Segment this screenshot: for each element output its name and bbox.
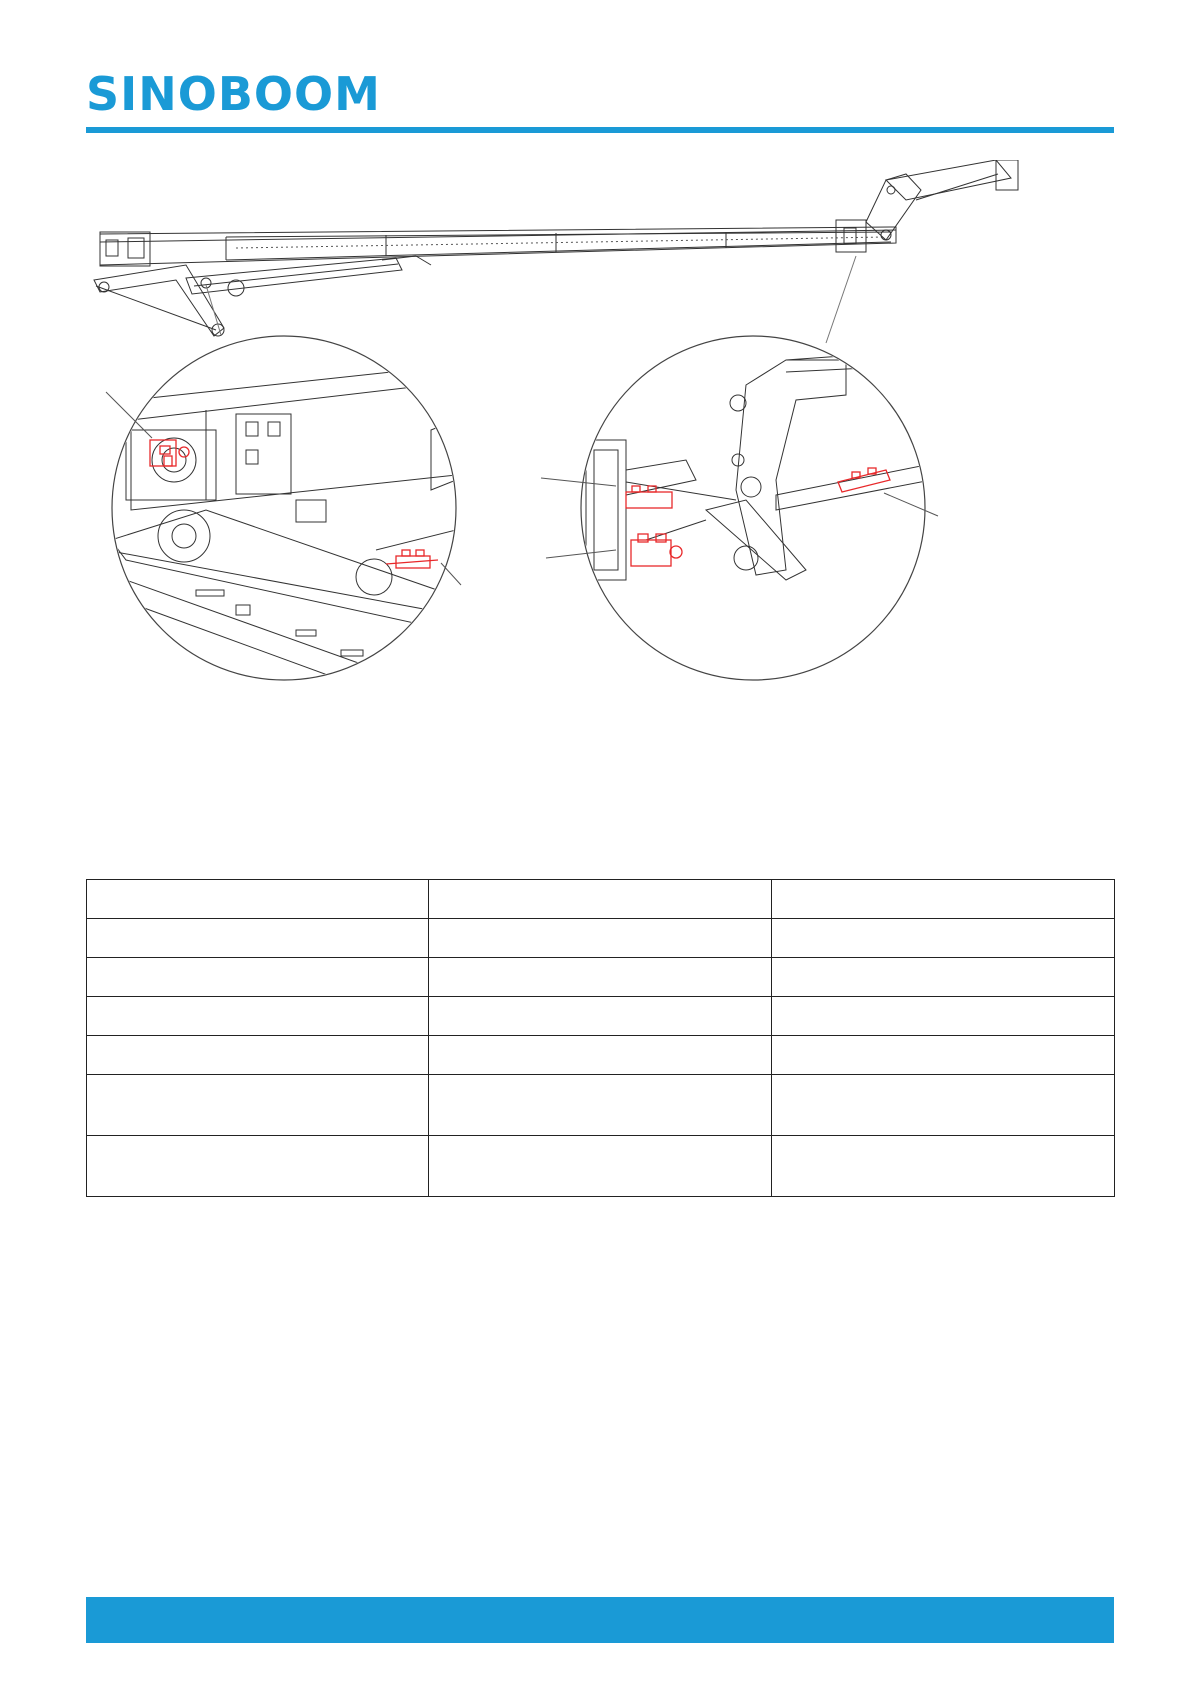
table-cell xyxy=(771,880,1114,919)
table-row xyxy=(87,958,1115,997)
spec-table xyxy=(86,879,1115,1197)
table-cell xyxy=(429,958,771,997)
boom-assembly-drawing-icon xyxy=(86,160,1116,740)
table-cell xyxy=(429,880,771,919)
table-row xyxy=(87,997,1115,1036)
table-cell xyxy=(87,958,429,997)
table-cell xyxy=(87,1036,429,1075)
table-cell xyxy=(429,919,771,958)
boom-assembly-figure xyxy=(86,160,1116,740)
table-cell xyxy=(771,1075,1114,1136)
table-cell xyxy=(429,1136,771,1197)
table-cell xyxy=(87,919,429,958)
table-cell xyxy=(87,1075,429,1136)
table-row xyxy=(87,1036,1115,1075)
table-cell xyxy=(429,1075,771,1136)
table-cell xyxy=(87,880,429,919)
table-cell xyxy=(771,958,1114,997)
table-cell xyxy=(771,1136,1114,1197)
table-cell xyxy=(771,997,1114,1036)
table-cell xyxy=(429,997,771,1036)
table-row xyxy=(87,919,1115,958)
sinoboom-logo: SINOBOOM xyxy=(86,67,381,121)
table-cell xyxy=(87,997,429,1036)
table-row xyxy=(87,880,1115,919)
footer-bar xyxy=(86,1597,1114,1643)
table-row xyxy=(87,1075,1115,1136)
table-cell xyxy=(429,1036,771,1075)
header-rule xyxy=(86,127,1114,133)
table-cell xyxy=(87,1136,429,1197)
table-cell xyxy=(771,919,1114,958)
table-cell xyxy=(771,1036,1114,1075)
table-row xyxy=(87,1136,1115,1197)
